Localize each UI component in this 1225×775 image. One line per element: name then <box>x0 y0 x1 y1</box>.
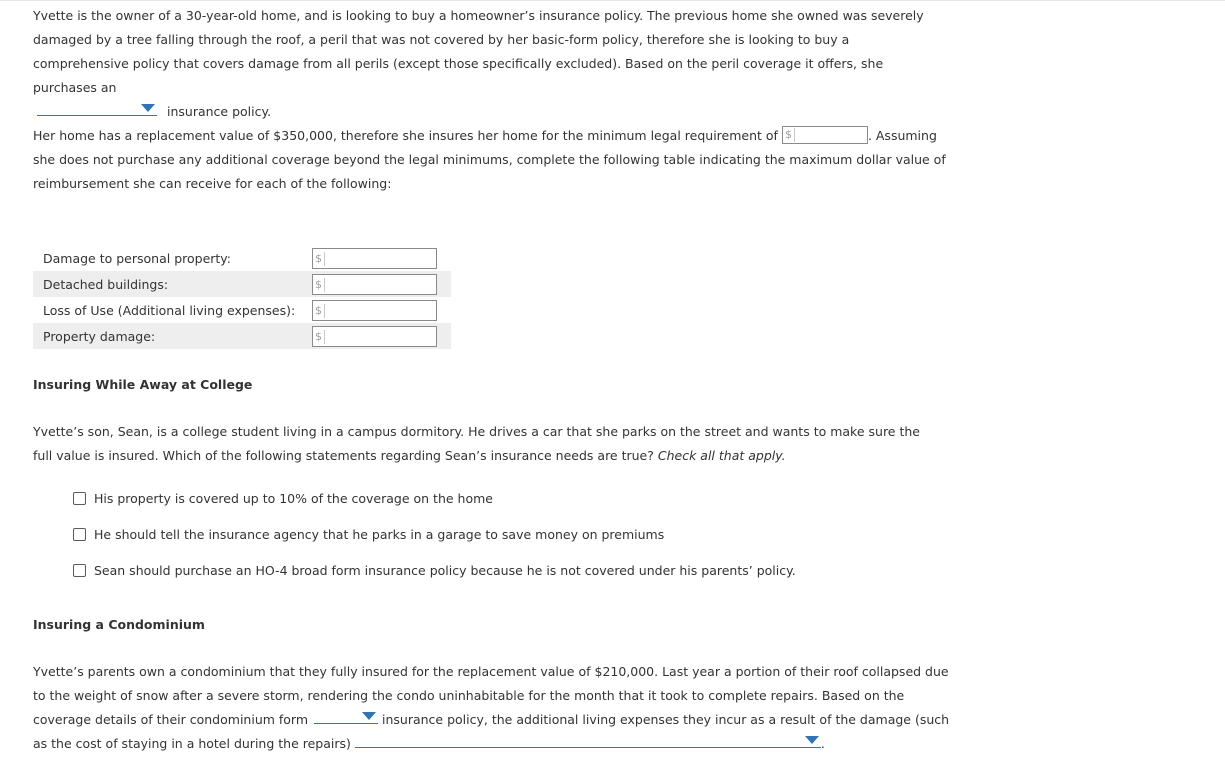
dollar-sign: $ <box>315 252 325 266</box>
condo-text-end: . <box>820 736 825 751</box>
checkbox-option-2[interactable] <box>73 527 664 542</box>
intro-after-dropdown: insurance policy. <box>166 104 272 119</box>
dollar-sign: $ <box>315 304 325 318</box>
reimbursement-table <box>33 245 451 349</box>
replacement-text-before: Her home has a replacement value of $350,000, therefore she insures her home for the minimum legal requirement of <box>33 128 778 143</box>
condo-text-2: insurance policy, the additional living expenses they incur as a result of the damage (such as the cost of staying in a hotel during the repairs) <box>33 712 950 751</box>
detached-buildings-input[interactable] <box>312 274 437 295</box>
table-row <box>33 297 451 323</box>
policy-type-dropdown[interactable] <box>37 101 157 116</box>
top-divider <box>0 0 1225 1</box>
college-heading: Insuring While Away at College <box>33 377 253 392</box>
minimum-coverage-input[interactable] <box>782 126 868 144</box>
living-expenses-dropdown[interactable] <box>355 733 821 748</box>
checkbox[interactable] <box>73 564 86 577</box>
college-text: Yvette’s son, Sean, is a college student living in a campus dormitory. He drives a car that she parks on the street and wants to make sure the full value is insured. Which of the following statements regarding Sean’s insurance needs are true? <box>33 424 920 463</box>
replacement-paragraph <box>33 124 948 196</box>
condo-paragraph <box>33 660 953 756</box>
replacement-text-after: . Assuming she does not purchase any additional coverage beyond the legal minimums, complete the following table indicating the maximum dollar value of reimbursement she can receive for each of the following: <box>33 128 946 191</box>
intro-paragraph <box>33 4 948 124</box>
table-row <box>33 245 451 271</box>
row-label: Loss of Use (Additional living expenses): <box>43 302 296 318</box>
condo-form-dropdown[interactable] <box>314 709 378 724</box>
intro-text: Yvette is the owner of a 30-year-old home, and is looking to buy a homeowner’s insurance policy. The previous home she owned was severely damaged by a tree falling through the roof, a peril that was not covered by her basic-form policy, therefore she is looking to buy a comprehensive policy that covers damage from all perils (except those specifically excluded). Based on the peril coverage it offers, she purchases an <box>33 8 924 95</box>
dollar-sign: $ <box>315 330 325 344</box>
condo-text-1: Yvette’s parents own a condominium that they fully insured for the replacement value of $210,000. Last year a portion of their roof collapsed due to the weight of snow after a severe storm, rendering the condo uninhabitable for the month that it took to complete repairs. Based on the coverage details of their condominium form <box>33 664 949 727</box>
row-label: Detached buildings: <box>33 271 312 297</box>
option-label: Sean should purchase an HO-4 broad form insurance policy because he is not covered under his parents’ policy. <box>94 563 796 578</box>
checkbox[interactable] <box>73 528 86 541</box>
college-instruction: Check all that apply. <box>657 448 786 463</box>
personal-property-input[interactable] <box>312 248 437 269</box>
condo-heading: Insuring a Condominium <box>33 617 205 632</box>
dollar-sign: $ <box>315 278 325 292</box>
checkbox[interactable] <box>73 492 86 505</box>
chevron-down-icon <box>141 104 155 112</box>
table-row <box>33 271 451 297</box>
chevron-down-icon <box>362 712 376 720</box>
row-label: Property damage: <box>33 323 312 349</box>
loss-of-use-input[interactable] <box>312 300 437 321</box>
property-damage-input[interactable] <box>312 326 437 347</box>
chevron-down-icon <box>805 736 819 744</box>
option-label: His property is covered up to 10% of the coverage on the home <box>94 491 493 506</box>
dollar-sign: $ <box>785 128 795 142</box>
college-paragraph <box>33 420 923 468</box>
table-row <box>33 323 451 349</box>
checkbox-option-3[interactable] <box>73 563 796 578</box>
row-label: Damage to personal property: <box>43 250 232 266</box>
checkbox-option-1[interactable] <box>73 491 493 506</box>
option-label: He should tell the insurance agency that he parks in a garage to save money on premiums <box>94 527 665 542</box>
